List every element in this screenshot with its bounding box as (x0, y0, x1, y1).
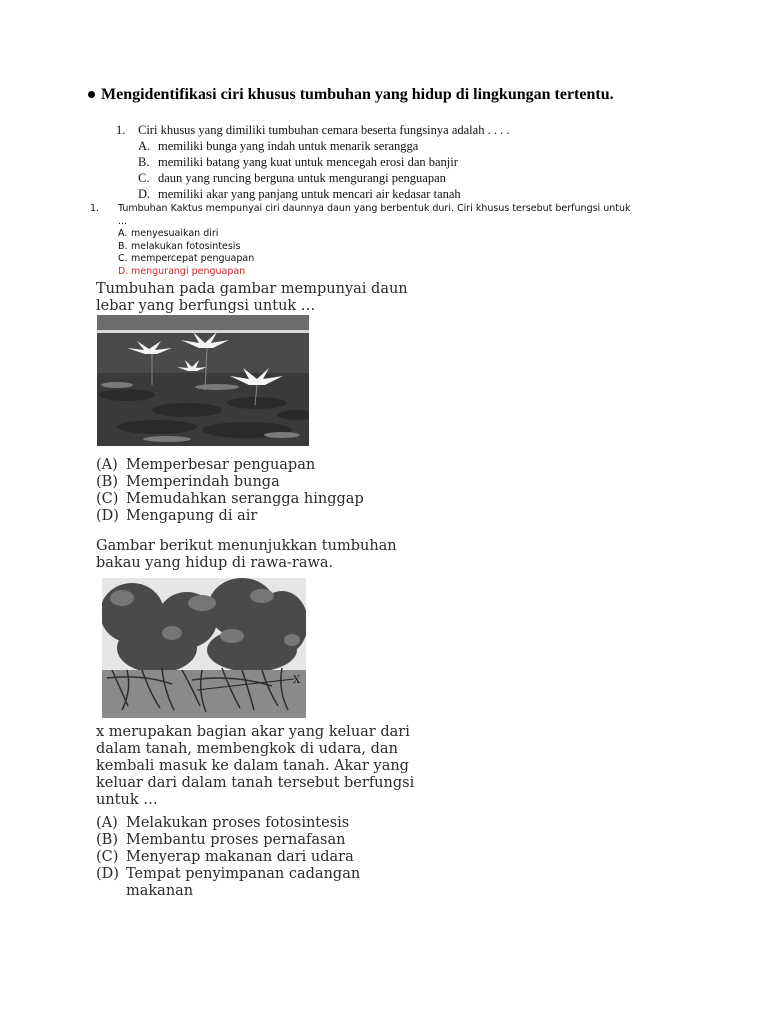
water-lily-photo (97, 315, 309, 446)
option-b: B. melakukan fotosintesis (118, 240, 241, 252)
mangrove-photo (102, 578, 306, 718)
option-a: A. memiliki bunga yang indah untuk menarik serangga (138, 139, 419, 153)
question-4-intro: Gambar berikut menunjukkan tumbuhan bakau yang hidup di rawa-rawa. (96, 538, 397, 571)
option-d: (D) Mengapung di air (96, 508, 258, 524)
option-d: D. memiliki akar yang panjang untuk mencari air kedasar tanah (138, 187, 461, 201)
question-number: 1. (116, 123, 126, 137)
option-a: (A) Memperbesar penguapan (96, 457, 316, 473)
question-2-stem (90, 203, 631, 216)
question-2-ellipsis: ... (118, 215, 128, 227)
question-2 (90, 203, 631, 279)
section-heading (88, 86, 614, 104)
option-d: (D) Tempat penyimpanan cadangan (96, 866, 361, 882)
option-c: (C) Menyerap makanan dari udara (96, 849, 354, 865)
option-d-answer: D. mengurangi penguapan (118, 265, 246, 277)
heading-text: Mengidentifikasi ciri khusus tumbuhan yang hidup di lingkungan tertentu. (101, 86, 614, 103)
question-text: Tumbuhan Kaktus mempunyai ciri daunnya daun yang berbentuk duri. Ciri khusus tersebut berfungsi untuk (118, 203, 631, 214)
option-c: C. daun yang runcing berguna untuk mengurangi penguapan (138, 171, 446, 185)
option-d-continued: makanan (126, 883, 194, 899)
option-c: C. mempercepat penguapan (118, 253, 255, 265)
question-1-stem (116, 122, 509, 138)
question-text: Ciri khusus yang dimiliki tumbuhan cemara beserta fungsinya adalah . . . . (138, 123, 510, 137)
question-4-options (96, 815, 360, 900)
option-b: (B) Memperindah bunga (96, 474, 280, 490)
image-label-x: X (293, 675, 301, 686)
option-a: (A) Melakukan proses fotosintesis (96, 815, 350, 831)
question-3-stem: Tumbuhan pada gambar mempunyai daun lebar yang berfungsi untuk … (96, 281, 408, 314)
option-b: B. memiliki batang yang kuat untuk mencegah erosi dan banjir (138, 155, 458, 169)
question-4-stem: x merupakan bagian akar yang keluar dari dalam tanah, membengkok di udara, dan kembali masuk ke dalam tanah. Akar yang keluar dari dalam tanah tersebut berfungsi untuk … (96, 724, 415, 808)
question-number: 1. (90, 203, 100, 214)
option-a: A. menyesuaikan diri (118, 228, 219, 240)
option-b: (B) Membantu proses pernafasan (96, 832, 346, 848)
question-1 (116, 122, 509, 202)
question-3-options (96, 457, 364, 525)
bullet-icon (88, 91, 95, 98)
option-c: (C) Memudahkan serangga hinggap (96, 491, 364, 507)
